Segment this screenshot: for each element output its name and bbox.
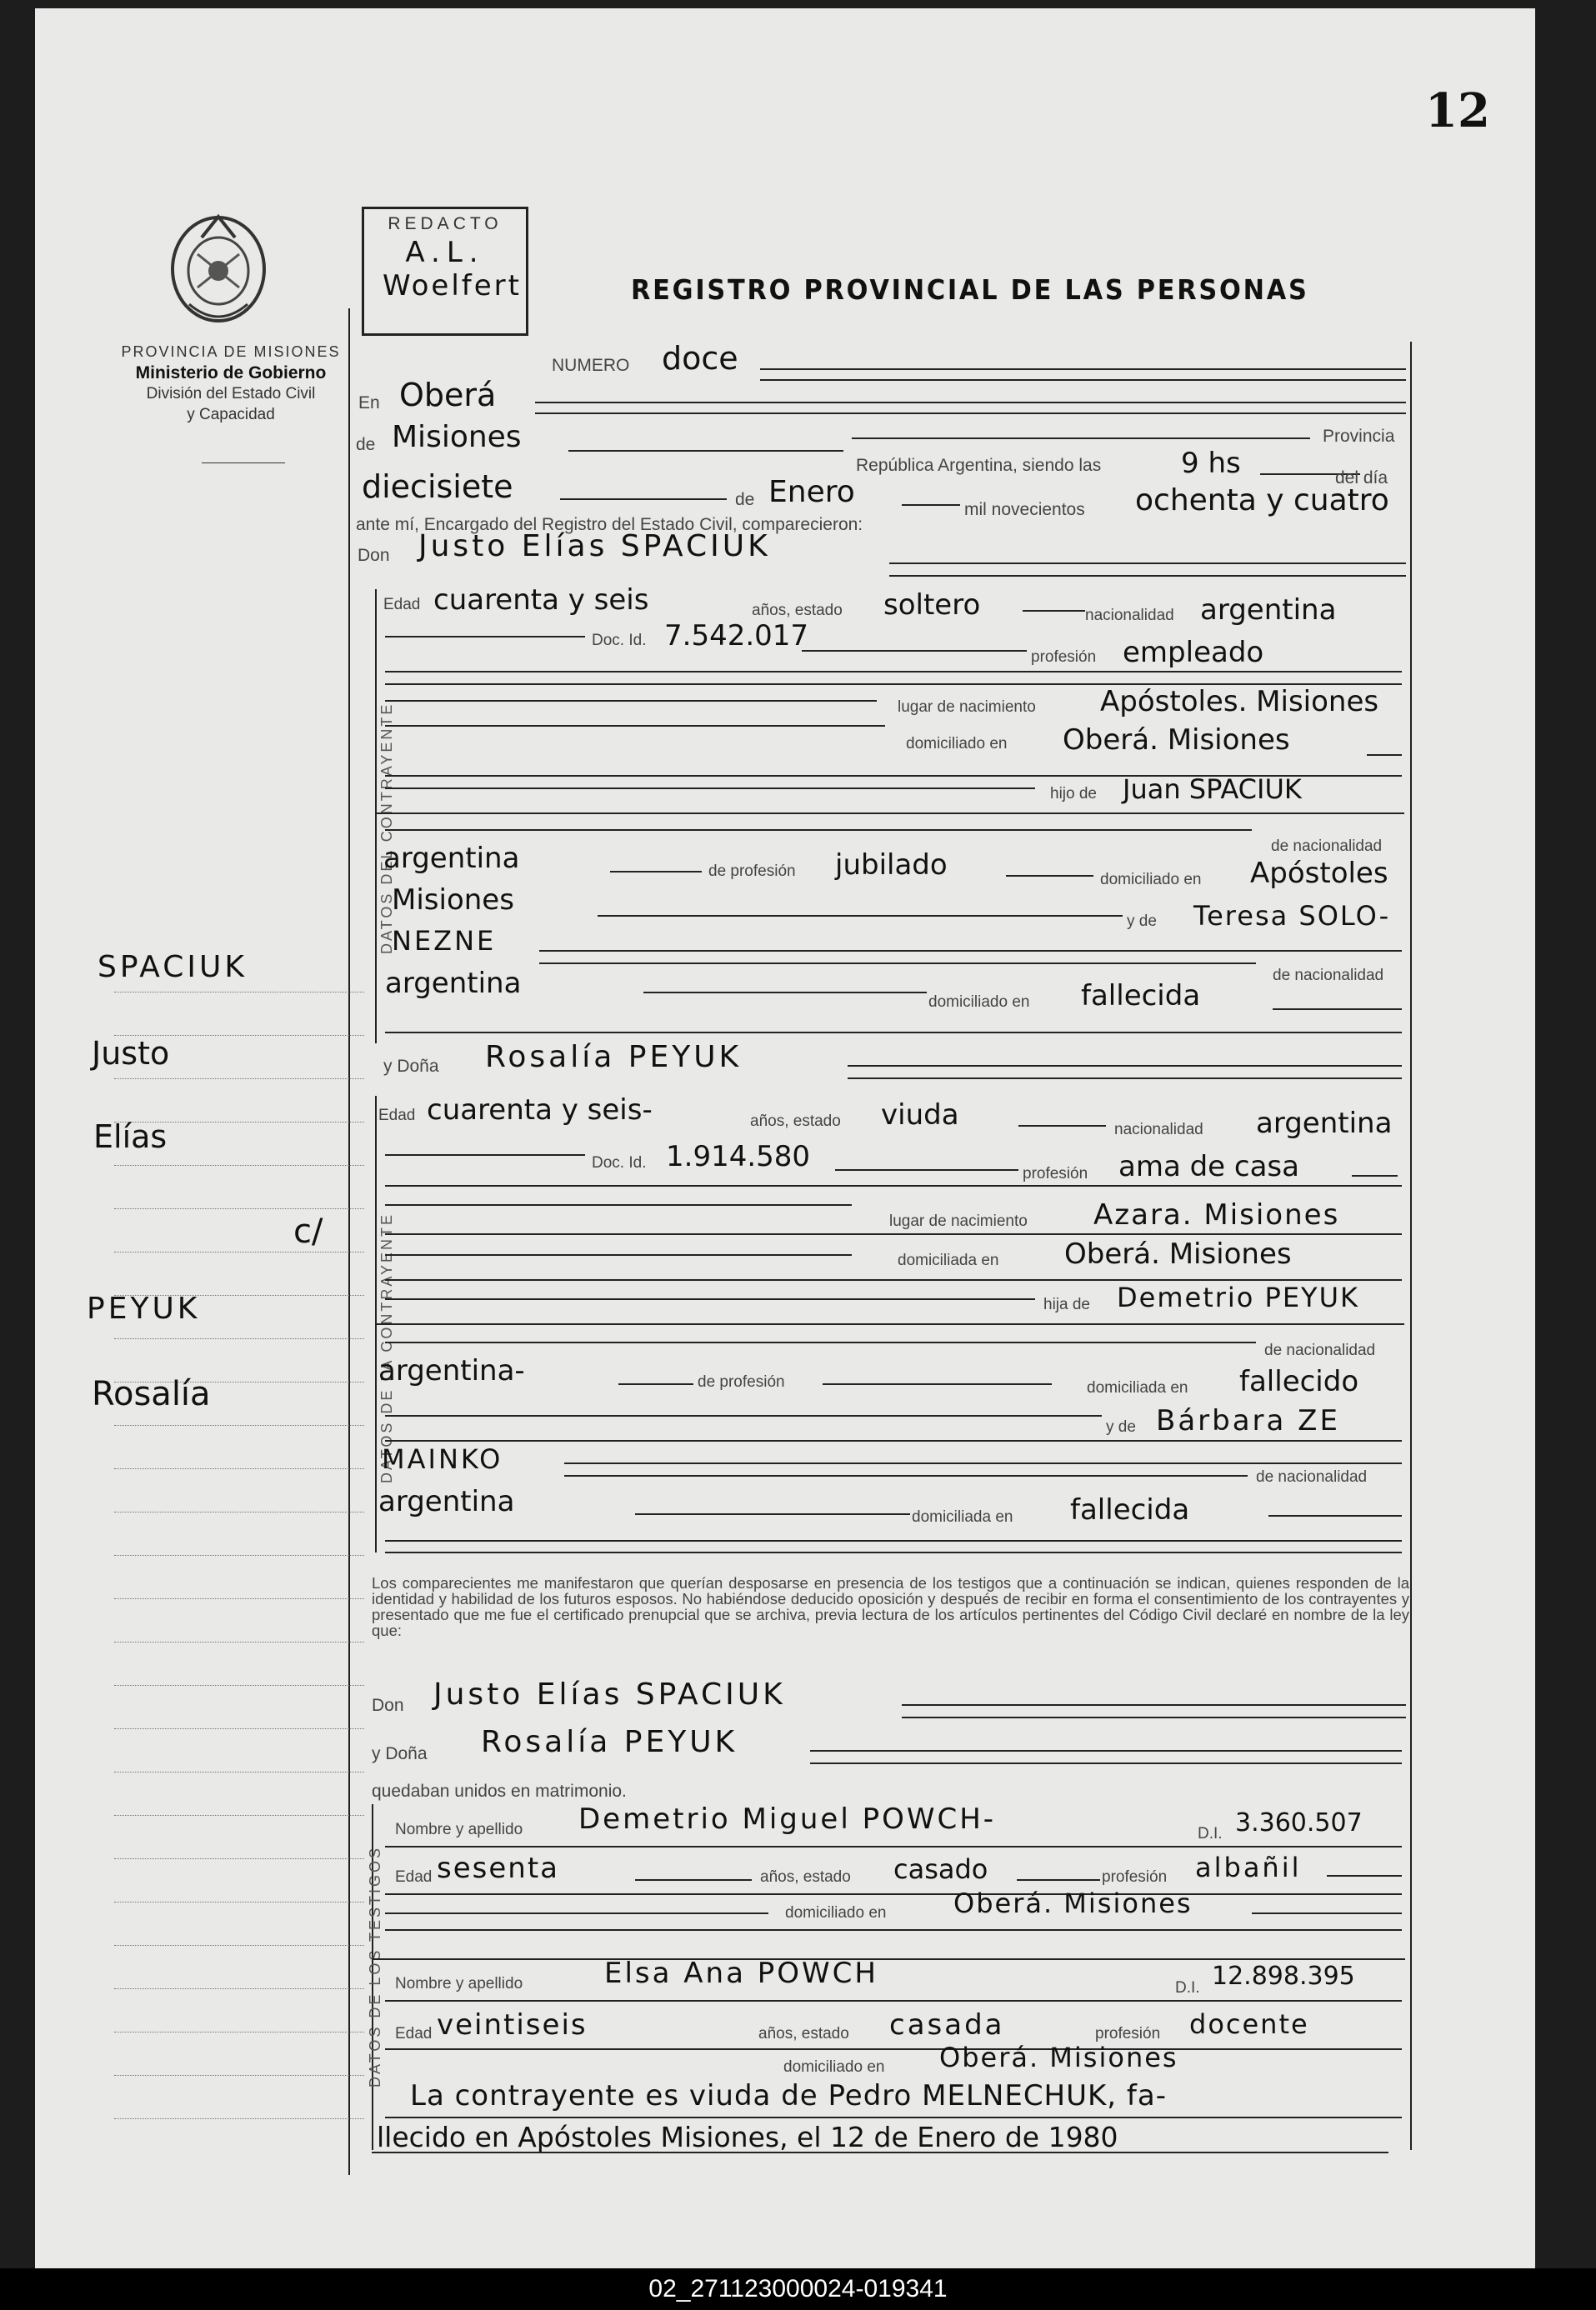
f-lugar-value: Azara. Misiones — [1093, 1198, 1340, 1232]
dia-value: diecisiete — [362, 468, 513, 505]
t2-domicilio-value: Oberá. Misiones — [939, 2042, 1178, 2073]
note-line-1: La contrayente es viuda de Pedro MELNECHUK, fa- — [410, 2079, 1167, 2112]
numero-value: doce — [662, 340, 738, 377]
margin-ruled-line — [114, 1858, 364, 1859]
c-madre-domicilio: fallecida — [1081, 979, 1201, 1012]
c-nacionalidad-value: argentina — [1200, 593, 1337, 627]
margin-spouse-name: Rosalía — [92, 1375, 211, 1413]
t2-di-label: D.I. — [1175, 1979, 1200, 1997]
f-lugar-label: lugar de nacimiento — [889, 1212, 1028, 1230]
f-padre-domicilio-label: domiciliada en — [1087, 1379, 1188, 1397]
numero-label: NUMERO — [552, 356, 630, 375]
dona-value: Rosalía PEYUK — [485, 1040, 743, 1074]
c-doc-value: 7.542.017 — [664, 619, 809, 652]
c-domicilio-label: domiciliado en — [906, 735, 1008, 752]
margin-ruled-line — [114, 1165, 364, 1166]
margin-first-name: Justo — [92, 1035, 170, 1072]
t2-edad-value: veintiseis — [437, 2008, 588, 2042]
margin-ruled-line — [114, 1468, 364, 1469]
de-value: Misiones — [392, 420, 522, 454]
c-hijo-label: hijo de — [1050, 785, 1097, 802]
f-padre-profesion-label: de profesión — [698, 1373, 785, 1391]
t2-edad-label: Edad — [395, 2025, 433, 2042]
f-madre-2: MAINKO — [382, 1443, 503, 1475]
f-doc-value: 1.914.580 — [666, 1140, 811, 1173]
t1-edad-label: Edad — [395, 1868, 433, 1886]
f-madre-domicilio-label: domiciliada en — [912, 1508, 1013, 1526]
c-nacionalidad-label: nacionalidad — [1085, 607, 1174, 624]
c-padre-nacionalidad: argentina — [383, 842, 520, 875]
c-madre-nacionalidad: argentina — [385, 967, 522, 1000]
f-doc-label: Doc. Id. — [592, 1154, 647, 1172]
c-padre-domicilio-label: domiciliado en — [1100, 871, 1202, 888]
f-madre-de-nacionalidad-label: de nacionalidad — [1256, 1468, 1368, 1486]
don-label: Don — [358, 546, 390, 565]
stamp-line-1: A.L. — [405, 236, 485, 269]
dona-label: y Doña — [383, 1057, 439, 1076]
issuer-province: PROVINCIA DE MISIONES — [121, 343, 341, 360]
t1-profesion-value: albañil — [1195, 1852, 1302, 1883]
margin-ruled-line — [114, 1208, 364, 1209]
t2-nombre-label: Nombre y apellido — [395, 1975, 523, 1992]
contrayenta-section-label: DATOS DE LA CONTRAYENTE — [378, 1212, 395, 1483]
t1-profesion-label: profesión — [1102, 1868, 1168, 1886]
decl-quedaban: quedaban unidos en matrimonio. — [372, 1782, 627, 1801]
en-label: En — [358, 393, 380, 412]
f-de-nacionalidad-label: de nacionalidad — [1264, 1342, 1376, 1359]
margin-ruled-line — [114, 1815, 364, 1816]
f-madre-domicilio: fallecida — [1070, 1493, 1190, 1527]
f-anos-label: años, estado — [750, 1112, 841, 1130]
margin-ruled-line — [114, 1338, 364, 1339]
t1-domicilio-label: domiciliado en — [785, 1904, 887, 1922]
don-value: Justo Elías SPACIUK — [418, 529, 771, 563]
margin-ruled-line — [114, 1598, 364, 1599]
t1-di-label: D.I. — [1198, 1825, 1223, 1842]
stamp-label: REDACTO — [388, 214, 503, 233]
margin-ruled-line — [114, 1555, 364, 1556]
f-padre-domicilio: fallecido — [1239, 1365, 1359, 1398]
margin-con: c/ — [293, 1212, 323, 1251]
t2-domicilio-label: domiciliado en — [783, 2058, 885, 2076]
issuer-ministry: Ministerio de Gobierno — [135, 363, 327, 382]
f-edad-label: Edad — [378, 1107, 416, 1124]
c-doc-label: Doc. Id. — [592, 632, 647, 649]
document-page — [35, 8, 1535, 2268]
margin-ruled-line — [114, 1988, 364, 1989]
margin-ruled-line — [114, 2118, 364, 2119]
ante-label: ante mí, Encargado del Registro del Estado Civil, comparecieron: — [356, 515, 863, 534]
t1-di-value: 3.360.507 — [1235, 1808, 1363, 1838]
t1-nombre-label: Nombre y apellido — [395, 1821, 523, 1838]
testigos-section-label: DATOS DE LOS TESTIGOS — [367, 1845, 383, 2088]
c-padre-value: Juan SPACIUK — [1123, 773, 1302, 805]
redacto-stamp — [362, 207, 528, 336]
decl-don-label: Don — [372, 1696, 404, 1715]
f-padre-nacionalidad: argentina- — [378, 1354, 525, 1388]
c-y-de-label: y de — [1127, 912, 1157, 930]
t2-nombre-value: Elsa Ana POWCH — [604, 1957, 878, 1990]
issuer-capacity: y Capacidad — [187, 406, 275, 423]
c-profesion-label: profesión — [1031, 648, 1097, 666]
t2-estado-value: casada — [889, 2008, 1005, 2042]
c-estado-value: soltero — [883, 588, 981, 622]
declaration-text: Los comparecientes me manifestaron que querían desposarse en presencia de los testigos que a continuación se indican, quienes responden de la identidad y habilidad de los futuros esposos. No habiéndose deducido oposición y después de recibir en forma el consentimiento de los contrayentes y presentado que me fue el certificado prenupcial que se archiva, previa lectura de los artículos pertinentes del Código Civil declaré en nombre de la ley que: — [372, 1574, 1409, 1639]
t2-profesion-label: profesión — [1095, 2025, 1161, 2042]
t1-nombre-value: Demetrio Miguel POWCH- — [578, 1802, 997, 1836]
mes-value: Enero — [768, 475, 855, 509]
c-anos-label: años, estado — [752, 602, 843, 619]
margin-ruled-line — [114, 1728, 364, 1729]
f-padre-value: Demetrio PEYUK — [1117, 1282, 1359, 1313]
decl-don-value: Justo Elías SPACIUK — [433, 1678, 786, 1712]
f-nacionalidad-value: argentina — [1256, 1107, 1393, 1140]
contrayente-section-label: DATOS DEL CONTRAYENTE — [378, 702, 395, 954]
t2-di-value: 12.898.395 — [1212, 1962, 1355, 1991]
c-padre-profesion-label: de profesión — [708, 862, 796, 880]
margin-ruled-line — [114, 2075, 364, 2076]
t1-estado-value: casado — [893, 1853, 988, 1885]
decl-dona-label: y Doña — [372, 1744, 428, 1763]
f-estado-value: viuda — [881, 1098, 959, 1132]
t1-domicilio-value: Oberá. Misiones — [953, 1888, 1193, 1919]
c-lugar-label: lugar de nacimiento — [898, 698, 1036, 716]
issuer-division: División del Estado Civil — [146, 385, 316, 402]
c-madre-de-nacionalidad-label: de nacionalidad — [1273, 967, 1384, 984]
f-hija-label: hija de — [1043, 1296, 1090, 1313]
c-madre-2: NEZNE — [392, 925, 497, 957]
mes-label: de — [735, 490, 755, 509]
de-label: de — [356, 435, 376, 454]
decl-dona-value: Rosalía PEYUK — [481, 1725, 738, 1759]
margin-middle-name: Elías — [93, 1118, 168, 1155]
republica-label: República Argentina, siendo las — [856, 456, 1102, 475]
t2-profesion-value: docente — [1189, 2008, 1309, 2040]
f-profesion-value: ama de casa — [1118, 1150, 1299, 1183]
stamp-line-2: Woelfert — [383, 269, 522, 302]
note-line-2: llecido en Apóstoles Misiones, el 12 de Enero de 1980 — [377, 2121, 1118, 2153]
del-dia-label: del día — [1335, 468, 1388, 488]
margin-ruled-line — [114, 1425, 364, 1426]
page-title: REGISTRO PROVINCIAL DE LAS PERSONAS — [631, 273, 1309, 306]
margin-ruled-line — [114, 1078, 364, 1079]
f-domicilio-value: Oberá. Misiones — [1064, 1238, 1292, 1271]
c-madre-1: Teresa SOLO- — [1193, 900, 1391, 932]
c-padre-domicilio-2: Misiones — [392, 883, 514, 917]
f-edad-value: cuarenta y seis- — [427, 1093, 653, 1127]
margin-spouse-surname: PEYUK — [87, 1292, 201, 1326]
scan-footer: 02_271123000024-019341 — [0, 2268, 1596, 2310]
f-domicilio-label: domiciliada en — [898, 1252, 999, 1269]
margin-surname: SPACIUK — [98, 950, 248, 984]
f-madre-nacionalidad: argentina — [378, 1485, 515, 1518]
c-padre-profesion: jubilado — [835, 848, 948, 882]
page-number: 12 — [1425, 83, 1490, 138]
c-edad-value: cuarenta y seis — [433, 583, 649, 617]
mil-label: mil novecientos — [964, 500, 1085, 519]
c-padre-domicilio-1: Apóstoles — [1250, 857, 1388, 890]
provincia-label: Provincia — [1323, 427, 1395, 446]
c-madre-domicilio-label: domiciliado en — [928, 993, 1030, 1011]
t1-edad-value: sesenta — [437, 1852, 559, 1885]
c-edad-label: Edad — [383, 596, 421, 613]
c-domicilio-value: Oberá. Misiones — [1063, 723, 1290, 757]
anio-value: ochenta y cuatro — [1135, 483, 1389, 518]
t2-anos-label: años, estado — [758, 2025, 849, 2042]
c-profesion-value: empleado — [1123, 636, 1264, 669]
f-y-de-label: y de — [1106, 1418, 1136, 1436]
f-madre-1: Bárbara ZE — [1156, 1404, 1340, 1438]
f-nacionalidad-label: nacionalidad — [1114, 1121, 1203, 1138]
c-de-nacionalidad-label: de nacionalidad — [1271, 838, 1383, 855]
t1-anos-label: años, estado — [760, 1868, 851, 1886]
hora-value: 9 hs — [1181, 447, 1241, 480]
margin-ruled-line — [114, 1685, 364, 1686]
issuer-block — [89, 342, 373, 425]
en-value: Oberá — [399, 377, 497, 413]
provincial-seal-icon — [164, 204, 273, 333]
c-lugar-value: Apóstoles. Misiones — [1100, 685, 1379, 718]
f-profesion-label: profesión — [1023, 1165, 1088, 1182]
margin-ruled-line — [114, 1945, 364, 1946]
